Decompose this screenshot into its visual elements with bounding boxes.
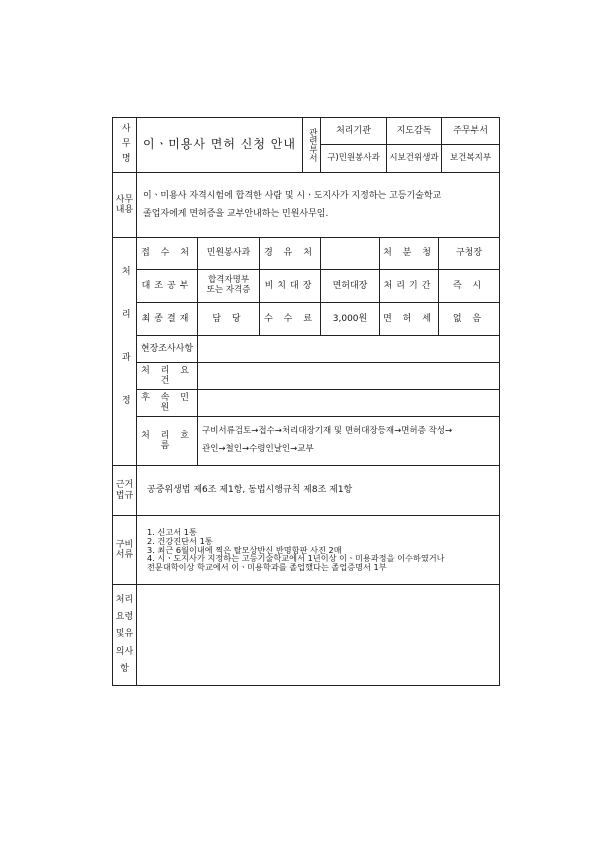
content-line-1: 이ㆍ미용사 자격시험에 합격한 사람 및 시ㆍ도지사가 지정하는 고등기술학교: [143, 190, 442, 201]
cell-tax-label: 면 허 세: [379, 302, 439, 336]
cell-via-label: 경 유 처: [259, 237, 321, 270]
cell-register-label: 비치대장: [259, 269, 321, 303]
cell-register-value: 면허대장: [320, 269, 380, 303]
requirements-label: 처 리 요 건: [136, 362, 198, 390]
cell-ledger-value: 합격자명부 또는 자격증: [197, 269, 260, 303]
content-label: [112, 172, 137, 238]
documents-list: [136, 515, 500, 585]
cell-tax-value: 없 음: [438, 302, 500, 336]
notes-label: [112, 584, 137, 686]
flow-line-2: 관인→철인→수령인날인→교부: [202, 444, 314, 454]
process-label-text: 처리과정: [119, 265, 130, 438]
document-item: 4. 시ㆍ도지사가 지정하는 고등기술학교에서 1년이상 이ㆍ미용과정을 이수하였거나: [147, 553, 445, 564]
process-label: [112, 237, 137, 466]
content-text: [136, 172, 500, 238]
cell-fee-value: 3,000원: [320, 302, 380, 336]
header-label-text: 사무명: [119, 122, 130, 168]
flow-label: 처 리 흐 름: [136, 416, 198, 466]
basis-text: 공중위생법 제6조 제1항, 동법시행규칙 제8조 제1항: [136, 465, 500, 516]
document-item: 2. 건강진단서 1통: [147, 536, 213, 547]
cell-authority-label: 처 분 청: [379, 237, 439, 270]
header-label: [112, 117, 137, 173]
notes-value: [136, 584, 500, 686]
supervisor-value: 시보건위생과: [386, 144, 442, 173]
survey-label: 현장조사사항: [136, 335, 198, 363]
basis-label: [112, 465, 137, 516]
cell-approval-value: 담 당: [197, 302, 260, 336]
requirements-value: [197, 362, 500, 390]
cell-ledger-label: 대조공부: [136, 269, 198, 303]
cell-reception-label: 접 수 처: [136, 237, 198, 270]
basis-label-text: 근거법규: [115, 480, 134, 501]
documents-label: [112, 515, 137, 585]
content-line-2: 졸업자에게 면허증을 교부안내하는 민원사무임.: [143, 209, 329, 219]
documents-label-text: 구비서류: [115, 539, 134, 560]
cell-reception-value: 민원봉사과: [197, 237, 260, 270]
content-label-text: 사무내용: [115, 194, 134, 215]
document-item: 전문대학이상 학교에서 이ㆍ미용학과를 졸업했다는 졸업증명서 1부: [147, 561, 387, 572]
cell-fee-label: 수 수 료: [259, 302, 321, 336]
survey-value: [197, 335, 500, 363]
agency-value: 구)민원봉사과: [320, 144, 387, 173]
page-title: 이ㆍ미용사 면허 신청 안내: [136, 117, 303, 173]
supervisor-head: 지도감독: [386, 117, 442, 145]
cell-approval-label: 최종결재: [136, 302, 198, 336]
ministry-head: 주무부서: [441, 117, 500, 145]
document-item: 3. 최근 6월이내에 찍은 탈모상반신 반명함판 사진 2매: [147, 544, 342, 555]
cell-authority-value: 구청장: [438, 237, 500, 270]
followup-value: [197, 389, 500, 417]
flow-line-1: 구비서류검토→접수→처리대장기재 및 면허대장등재→면허증 작성→: [202, 426, 453, 437]
agency-head: 처리기관: [320, 117, 387, 145]
followup-label: 후 속 민 원: [136, 389, 198, 417]
notes-label-text: 처리요령및유의사항: [115, 595, 134, 674]
related-dept-text: 관련부서: [307, 128, 318, 162]
cell-period-label: 처리기간: [379, 269, 439, 303]
related-dept-label: [302, 117, 321, 173]
cell-via-value: [320, 237, 380, 270]
ministry-value: 보건복지부: [441, 144, 500, 173]
cell-period-value: 즉 시: [438, 269, 500, 303]
flow-value: [197, 416, 500, 466]
document-item: 1. 신고서 1통: [147, 527, 197, 538]
